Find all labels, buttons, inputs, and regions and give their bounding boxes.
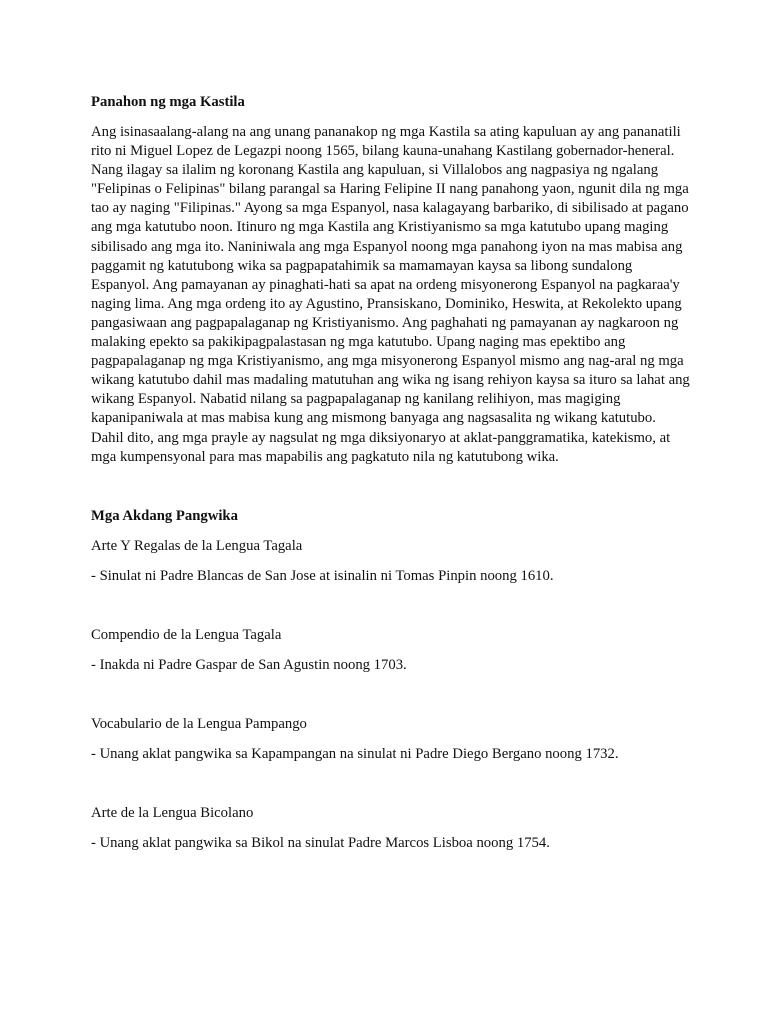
book-description: - Unang aklat pangwika sa Bikol na sinulat Padre Marcos Lisboa noong 1754. [91, 835, 550, 852]
book-description: - Unang aklat pangwika sa Kapampangan na sinulat ni Padre Diego Bergano noong 1732. [91, 746, 619, 763]
book-title: Vocabulario de la Lengua Pampango [91, 716, 307, 733]
book-description: - Sinulat ni Padre Blancas de San Jose at isinalin ni Tomas Pinpin noong 1610. [91, 567, 554, 584]
section-body-paragraph: Ang isinasaalang-alang na ang unang pananakop ng mga Kastila sa ating kapuluan ay ang pananatili rito ni Miguel Lopez de Legazpi noong 1565, bilang kauna-unahang Kastilang gobernador-heneral. Nang ilagay sa ilalim ng koronang Kastila ang kapuluan, si Villalobos ang nagpasiya ng ngalang "Felipinas o Felipinas" bilang parangal sa Haring Felipine II nang panahong yaon, ngunit dila ng mga tao ay naging "Filipinas." Ayong sa mga Espanyol, nasa kalagayang barbariko, di sibilisado at pagano ang mga katutubo noon. Itinuro ng mga Kastila ang Kristiyanismo sa mga katutubo upang maging sibilisado ang mga ito. Naniniwala ang mga Espanyol noong mga panahong iyon na mas mabisa ang paggamit ng katutubong wika sa pagpapatahimik sa mamamayan kaysa sa libong sundalong Espanyol. Ang pamayanan ay pinaghati-hati sa apat na ordeng misyonerong Espanyol na pagkaraa'y naging lima. Ang mga ordeng ito ay Agustino, Pransiskano, Dominiko, Heswita, at Rekolekto upang pangasiwaan ang pagpapalaganap ng Kristiyanismo. Ang paghahati ng pamayanan ay nagkaroon ng malaking epekto sa pakikipagpalastasan ng mga katutubo. Upang naging mas epektibo ang pagpapalaganap ng mga Kristiyanismo, ang mga misyonerong Espanyol mismo ang nag-aral ng mga wikang katutubo dahil mas madaling matutuhan ang wika ng isang rehiyon kaysa sa ituro sa lahat ang wikang Espanyol. Nabatid nilang sa pagpapalaganap ng kanilang relihiyon, mas magiging kapanipaniwala at mas mabisa kung ang mismong banyaga ang nagsasalita ng wikang katutubo. Dahil dito, ang mga prayle ay nagsulat ng mga diksiyonaryo at aklat-panggramatika, katekismo, at mga kumpensyonal para mas mapabilis ang pagkatuto nila ng katutubong wika. [91, 124, 690, 465]
document-page [91, 93, 691, 893]
section-title-panahon: Panahon ng mga Kastila [91, 94, 245, 110]
section-title-akdang-pangwika: Mga Akdang Pangwika [91, 507, 238, 524]
book-entry [91, 804, 691, 853]
book-description: - Inakda ni Padre Gaspar de San Agustin noong 1703. [91, 656, 407, 673]
book-entry [91, 537, 691, 586]
book-entry [91, 715, 691, 764]
book-title: Compendio de la Lengua Tagala [91, 626, 282, 643]
book-entry [91, 626, 691, 675]
book-title: Arte Y Regalas de la Lengua Tagala [91, 537, 303, 554]
book-title: Arte de la Lengua Bicolano [91, 805, 254, 822]
